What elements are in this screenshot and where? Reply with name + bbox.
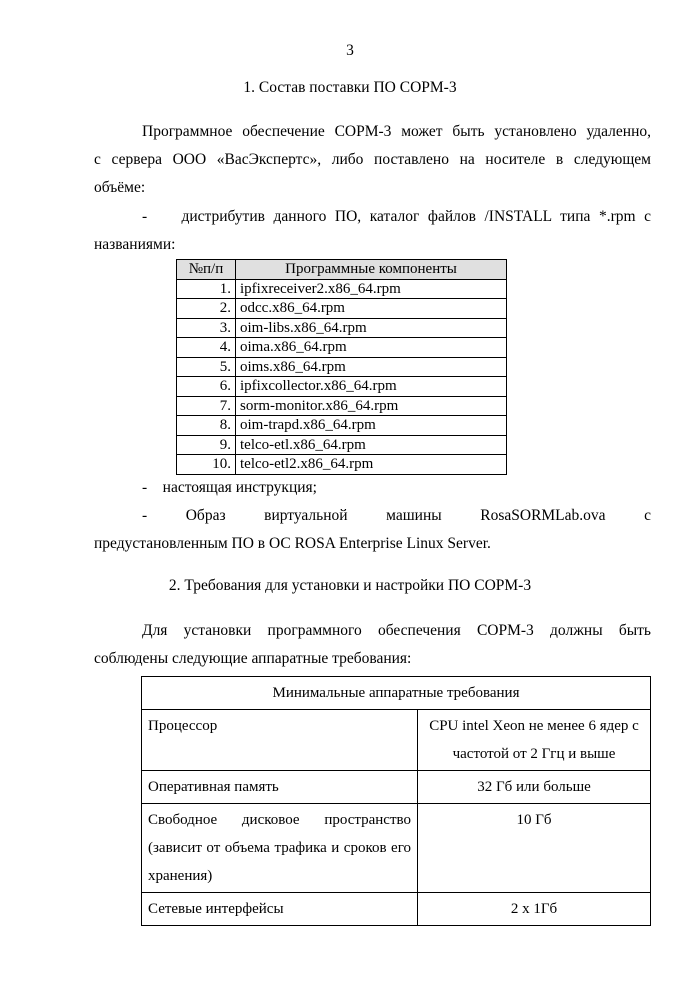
bullet-vm-image: - Образ виртуальной машины RosaSORMLab.ova с	[142, 507, 651, 524]
requirement-name: Оперативная память	[142, 771, 418, 804]
component-name: oima.x86_64.rpm	[236, 338, 507, 358]
row-number: 3.	[177, 318, 236, 338]
hardware-table-header: Минимальные аппаратные требования	[142, 677, 651, 710]
component-name: odcc.x86_64.rpm	[236, 299, 507, 319]
table-row	[177, 299, 507, 319]
table-row	[177, 377, 507, 397]
section-2-title: 2. Требования для установки и настройки ПО СОРМ-3	[168, 577, 532, 594]
bullet-distribution: - дистрибутив данного ПО, каталог файлов /INSTALL типа *.rpm с	[142, 208, 651, 225]
section-1-intro-line-1: Программное обеспечение СОРМ-3 может быть установлено удаленно,	[142, 123, 651, 140]
component-name: sorm-monitor.x86_64.rpm	[236, 396, 507, 416]
row-number: 7.	[177, 396, 236, 416]
hardware-requirements-table	[141, 676, 651, 926]
table-row	[142, 804, 651, 893]
requirement-value: 32 Гб или больше	[418, 771, 651, 804]
bullet-distribution-continued: названиями:	[94, 236, 176, 253]
hardware-table-header-row	[142, 677, 651, 710]
row-number: 2.	[177, 299, 236, 319]
components-table-header	[177, 260, 507, 280]
row-number: 8.	[177, 416, 236, 436]
table-row	[177, 455, 507, 475]
component-name: telco-etl2.x86_64.rpm	[236, 455, 507, 475]
section-1-intro-line-3: объёме:	[94, 179, 146, 196]
column-header-components: Программные компоненты	[236, 260, 507, 280]
component-name: ipfixcollector.x86_64.rpm	[236, 377, 507, 397]
table-row	[177, 357, 507, 377]
component-name: telco-etl.x86_64.rpm	[236, 435, 507, 455]
table-row	[142, 771, 651, 804]
table-row	[177, 435, 507, 455]
row-number: 1.	[177, 279, 236, 299]
row-number: 9.	[177, 435, 236, 455]
requirement-value: 10 Гб	[418, 804, 651, 893]
section-2-intro-line-2: соблюдены следующие аппаратные требования:	[94, 650, 412, 667]
requirement-value: 2 x 1Гб	[418, 893, 651, 926]
bullet-instructions: - настоящая инструкция;	[142, 479, 317, 496]
section-1-intro-line-2: с сервера ООО «ВасЭкспертс», либо поставлено на носителе в следующем	[94, 151, 651, 168]
row-number: 4.	[177, 338, 236, 358]
table-row	[142, 893, 651, 926]
table-row	[177, 416, 507, 436]
section-1-title: 1. Состав поставки ПО СОРМ-3	[243, 79, 457, 96]
component-name: ipfixreceiver2.x86_64.rpm	[236, 279, 507, 299]
component-name: oim-trapd.x86_64.rpm	[236, 416, 507, 436]
row-number: 10.	[177, 455, 236, 475]
component-name: oim-libs.x86_64.rpm	[236, 318, 507, 338]
table-row	[142, 710, 651, 771]
table-row	[177, 318, 507, 338]
column-header-number: №п/п	[177, 260, 236, 280]
requirement-value: CPU intel Xeon не менее 6 ядер с частотой от 2 Ггц и выше	[418, 710, 651, 771]
bullet-vm-image-continued: предустановленным ПО в ОС ROSA Enterprise Linux Server.	[94, 535, 491, 552]
row-number: 5.	[177, 357, 236, 377]
table-row	[177, 338, 507, 358]
table-row	[177, 279, 507, 299]
table-row	[177, 396, 507, 416]
requirement-name: Процессор	[142, 710, 418, 771]
row-number: 6.	[177, 377, 236, 397]
requirement-name: Сетевые интерфейсы	[142, 893, 418, 926]
requirement-name: Свободное дисковое пространство (зависит от объема трафика и сроков его хранения)	[142, 804, 418, 893]
page-number: 3	[346, 42, 354, 59]
component-name: oims.x86_64.rpm	[236, 357, 507, 377]
section-2-intro-line-1: Для установки программного обеспечения СОРМ-3 должны быть	[142, 622, 651, 639]
components-table	[176, 259, 507, 475]
